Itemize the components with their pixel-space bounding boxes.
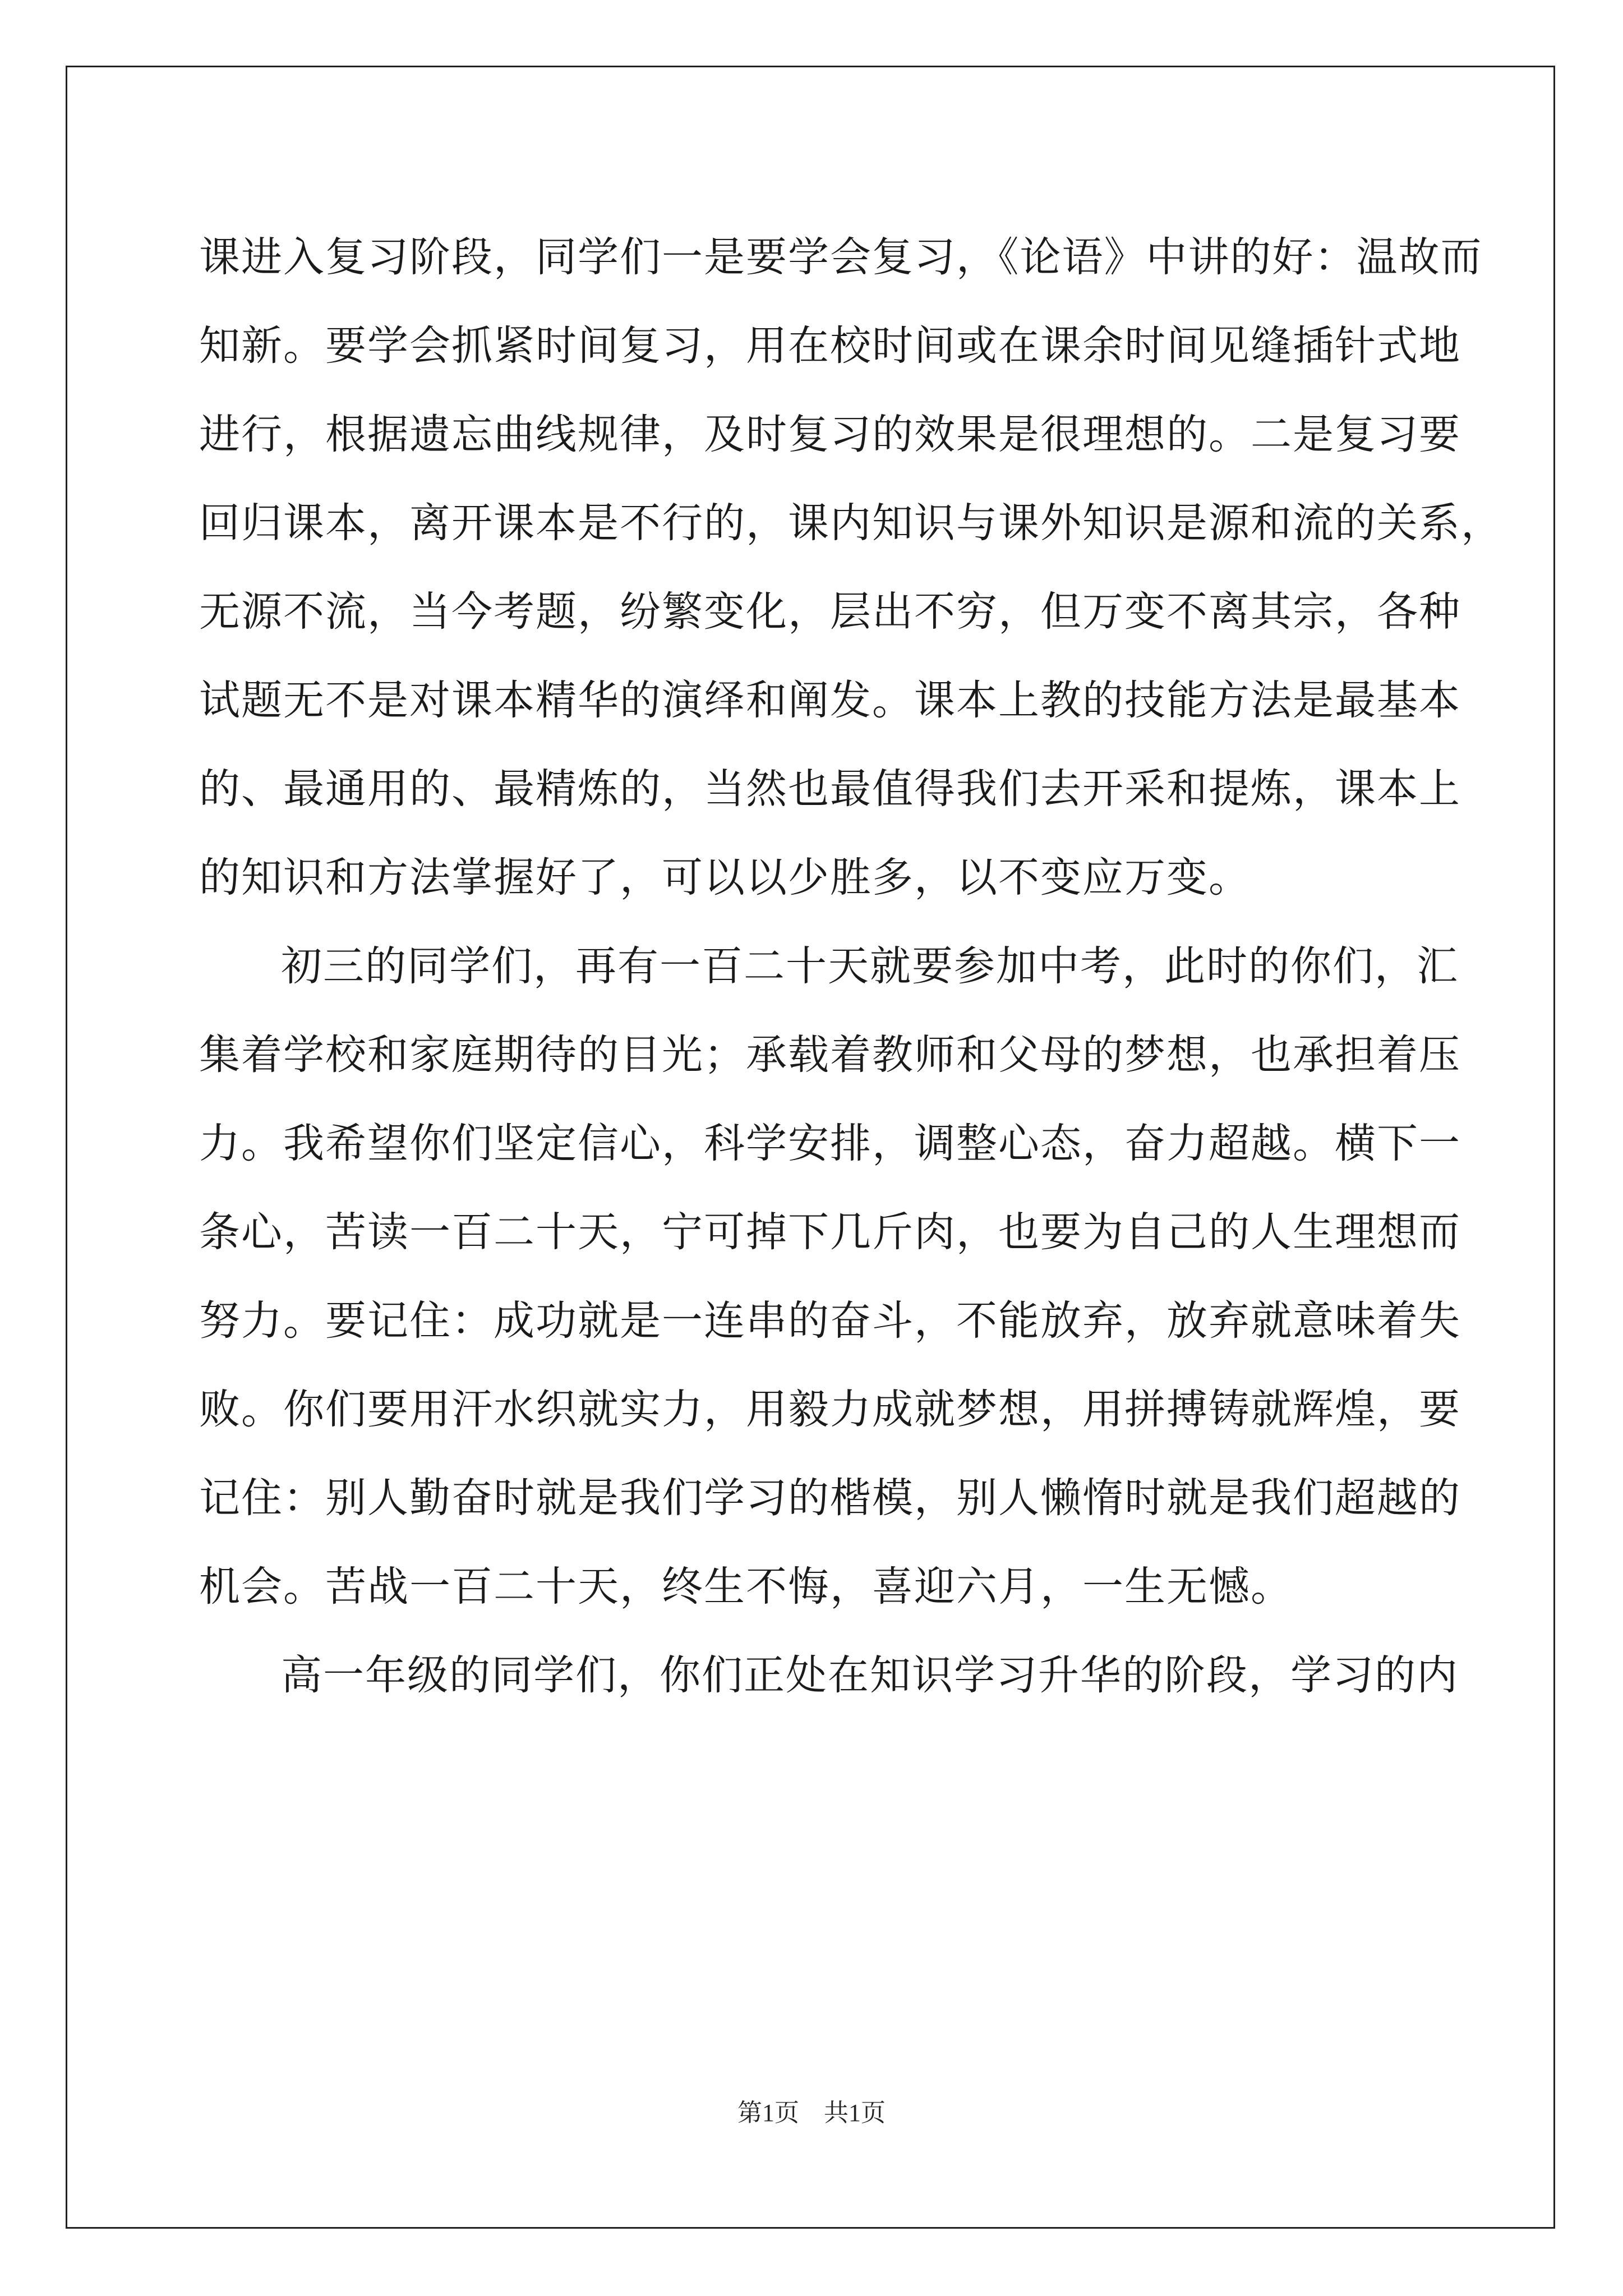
- paragraph-2: [199, 922, 1461, 1631]
- text-line: 努力。要记住：成功就是一连串的奋斗，不能放弃，放弃就意味着失: [199, 1297, 1461, 1345]
- text-line: 机会。苦战一百二十天，终生不悔，喜迎六月，一生无憾。: [199, 1563, 1293, 1611]
- text-line: 回归课本，离开课本是不行的，课内知识与课外知识是源和流的关系，: [199, 499, 1503, 547]
- text-line: 集着学校和家庭期待的目光；承载着教师和父母的梦想，也承担着压: [199, 1031, 1461, 1079]
- text-line: 无源不流，当今考题，纷繁变化，层出不穷，但万变不离其宗，各种: [199, 588, 1461, 636]
- page-number-total: 共1页: [824, 2099, 886, 2127]
- document-body: [199, 213, 1503, 1720]
- text-line: 高一年级的同学们，你们正处在知识学习升华的阶段，学习的内: [281, 1651, 1459, 1699]
- text-line: 知新。要学会抓紧时间复习，用在校时间或在课余时间见缝插针式地: [199, 322, 1461, 370]
- text-line: 条心，苦读一百二十天，宁可掉下几斤肉，也要为自己的人生理想而: [199, 1208, 1461, 1256]
- text-line: 的、最通用的、最精炼的，当然也最值得我们去开采和提炼，课本上: [199, 765, 1461, 813]
- text-line: 的知识和方法掌握好了，可以以少胜多，以不变应万变。: [199, 854, 1251, 901]
- text-line: 败。你们要用汗水织就实力，用毅力成就梦想，用拼搏铸就辉煌，要: [199, 1386, 1461, 1433]
- text-line: 初三的同学们，再有一百二十天就要参加中考，此时的你们，汇: [281, 942, 1459, 990]
- page-footer: [0, 2092, 1623, 2128]
- text-line: 试题无不是对课本精华的演绎和阐发。课本上教的技能方法是最基本: [199, 677, 1461, 724]
- text-line: 进行，根据遗忘曲线规律，及时复习的效果是很理想的。二是复习要: [199, 411, 1461, 458]
- text-line: 力。我希望你们坚定信心，科学安排，调整心态，奋力超越。横下一: [199, 1120, 1461, 1167]
- paragraph-3: [199, 1631, 1459, 1720]
- text-line: 记住：别人勤奋时就是我们学习的楷模，别人懒惰时就是我们超越的: [199, 1474, 1461, 1522]
- page-number-current: 第1页: [737, 2099, 799, 2127]
- paragraph-1: [199, 213, 1503, 922]
- text-line: 课进入复习阶段，同学们一是要学会复习，《论语》中讲的好：温故而: [199, 233, 1483, 281]
